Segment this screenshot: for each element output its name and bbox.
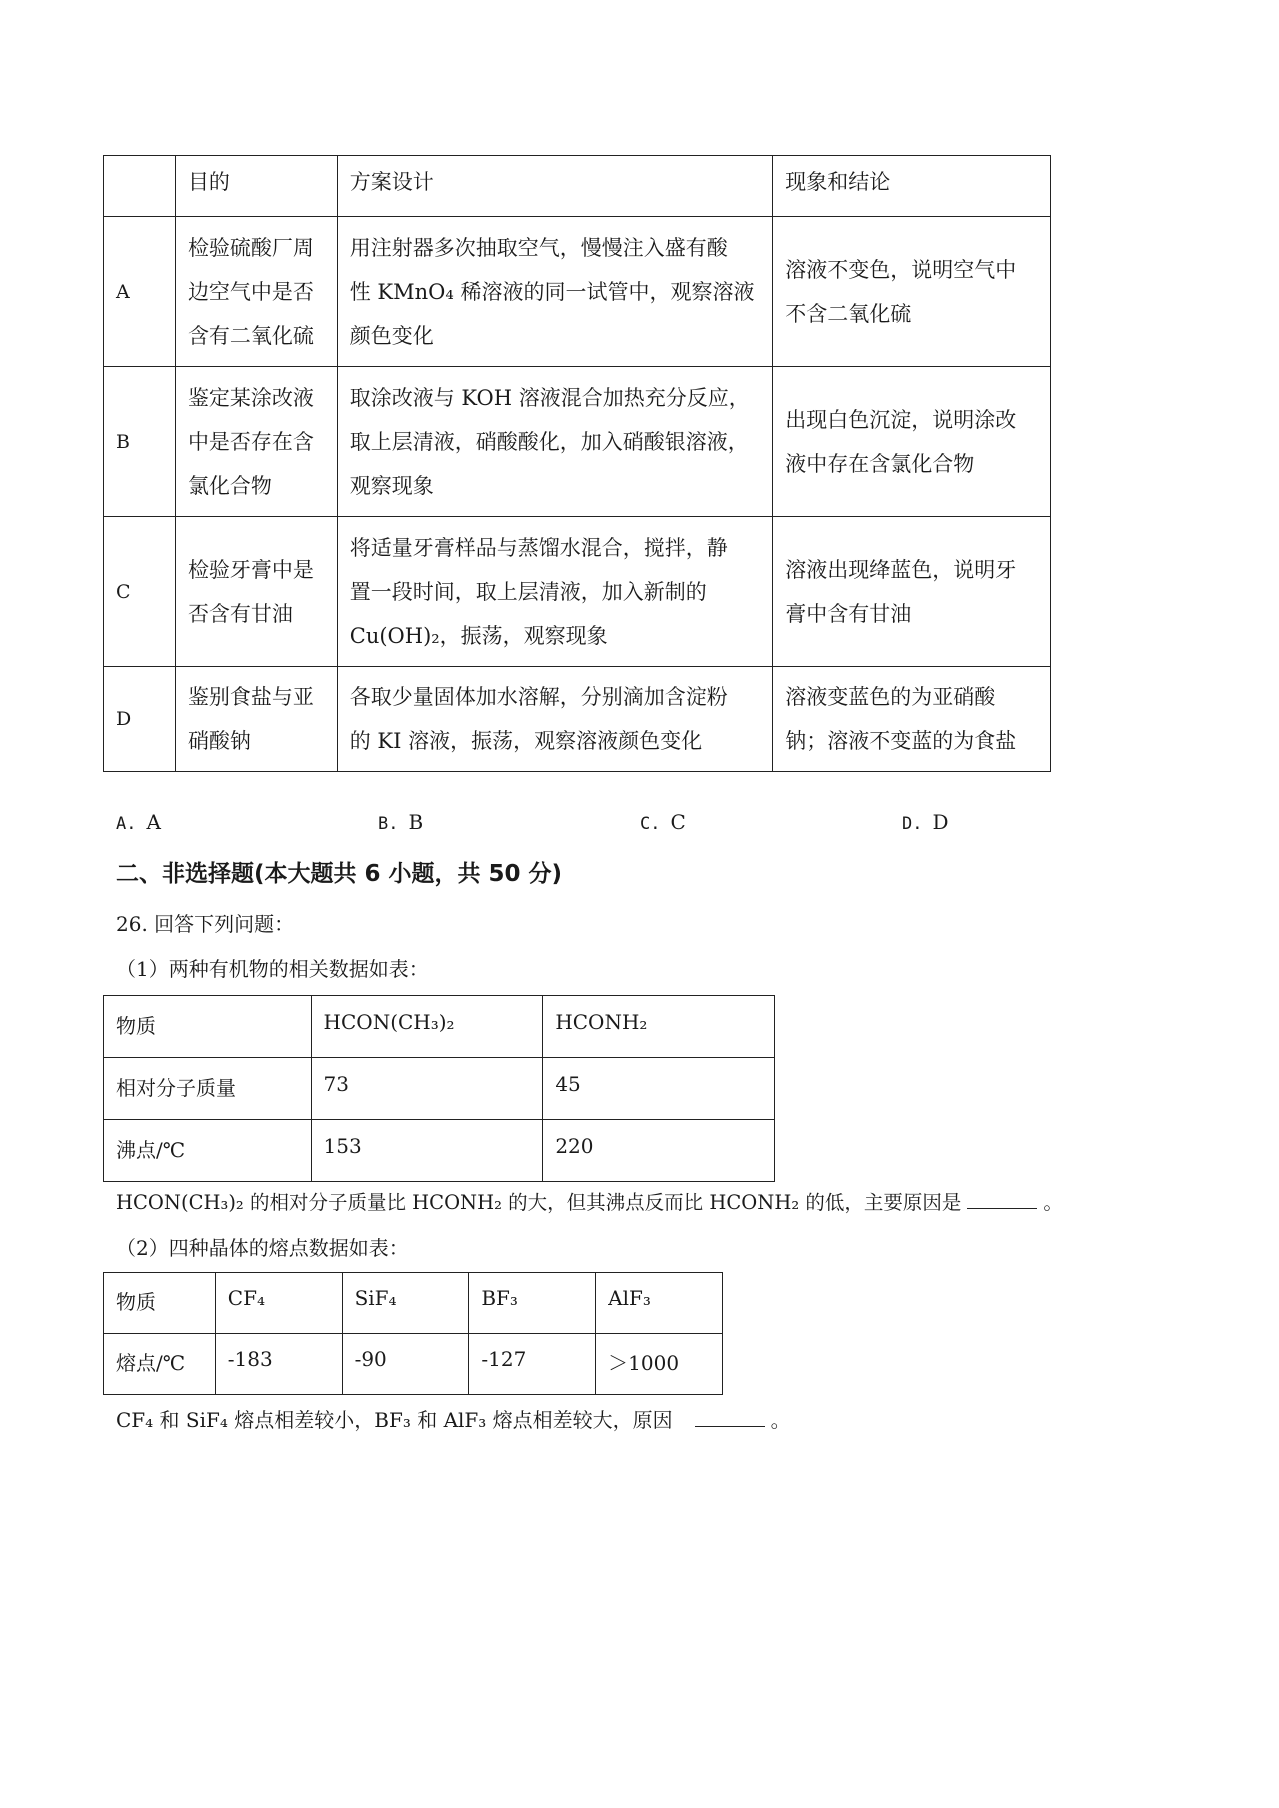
header-cell: 目的 (175, 156, 337, 217)
table-row (104, 1273, 723, 1334)
table-header-row (104, 156, 1051, 217)
choice-a[interactable]: A. A (116, 810, 161, 834)
design-cell: 取涂改液与 KOH 溶液混合加热充分反应， 取上层清液，硝酸酸化，加入硝酸银溶液， 观察现象 (337, 367, 773, 517)
table-cell: CF₄ (215, 1273, 342, 1334)
part2-question: CF₄ 和 SiF₄ 熔点相差较小，BF₃ 和 AlF₃ 熔点相差较大，原因 。 (116, 1408, 791, 1432)
choice-b[interactable]: B. B (378, 810, 424, 834)
organic-data-table (103, 995, 775, 1182)
table-row (104, 1120, 775, 1182)
purpose-cell: 检验硫酸厂周 边空气中是否 含有二氧化硫 (175, 217, 337, 367)
option-label: B (104, 367, 176, 517)
experiment-table (103, 155, 1051, 772)
table-row (104, 367, 1051, 517)
option-label: A (104, 217, 176, 367)
table-row (104, 517, 1051, 667)
table-cell: HCON(CH₃)₂ (311, 996, 543, 1058)
conclusion-cell: 出现白色沉淀，说明涂改 液中存在含氯化合物 (773, 367, 1051, 517)
conclusion-cell: 溶液出现绛蓝色，说明牙 膏中含有甘油 (773, 517, 1051, 667)
table-cell: -127 (469, 1334, 596, 1395)
table-cell: 物质 (104, 996, 312, 1058)
table-cell: -183 (215, 1334, 342, 1395)
table-cell: 73 (311, 1058, 543, 1120)
design-cell: 将适量牙膏样品与蒸馏水混合，搅拌，静 置一段时间，取上层清液，加入新制的 Cu(OH)₂，振荡，观察现象 (337, 517, 773, 667)
header-cell: 方案设计 (337, 156, 773, 217)
table-row (104, 996, 775, 1058)
part1-intro: （1）两种有机物的相关数据如表： (116, 957, 429, 981)
table-row (104, 217, 1051, 367)
table-cell: -90 (342, 1334, 469, 1395)
choice-c[interactable]: C. C (640, 810, 686, 834)
table-cell: 熔点/℃ (104, 1334, 216, 1395)
header-cell (104, 156, 176, 217)
design-cell: 各取少量固体加水溶解，分别滴加含淀粉 的 KI 溶液，振荡，观察溶液颜色变化 (337, 667, 773, 772)
melting-point-table (103, 1272, 723, 1395)
table-cell: SiF₄ (342, 1273, 469, 1334)
table-cell: ＞1000 (596, 1334, 723, 1395)
purpose-cell: 检验牙膏中是 否含有甘油 (175, 517, 337, 667)
table-cell: HCONH₂ (543, 996, 775, 1058)
purpose-cell: 鉴定某涂改液 中是否存在含 氯化合物 (175, 367, 337, 517)
table-row (104, 667, 1051, 772)
option-label: D (104, 667, 176, 772)
section-title: 二、非选择题(本大题共 6 小题，共 50 分) (116, 861, 563, 887)
design-cell: 用注射器多次抽取空气，慢慢注入盛有酸 性 KMnO₄ 稀溶液的同一试管中，观察溶液 颜色变化 (337, 217, 773, 367)
table-cell: 45 (543, 1058, 775, 1120)
table-cell: 220 (543, 1120, 775, 1182)
choice-d[interactable]: D. D (902, 810, 949, 834)
header-cell: 现象和结论 (773, 156, 1051, 217)
part2-intro: （2）四种晶体的熔点数据如表： (116, 1236, 409, 1260)
table-cell: 沸点/℃ (104, 1120, 312, 1182)
table-row (104, 1058, 775, 1120)
table-cell: 相对分子质量 (104, 1058, 312, 1120)
table-cell: 物质 (104, 1273, 216, 1334)
table-cell: BF₃ (469, 1273, 596, 1334)
conclusion-cell: 溶液变蓝色的为亚硝酸 钠；溶液不变蓝的为食盐 (773, 667, 1051, 772)
purpose-cell: 鉴别食盐与亚 硝酸钠 (175, 667, 337, 772)
table-cell: AlF₃ (596, 1273, 723, 1334)
option-label: C (104, 517, 176, 667)
question-title: 26. 回答下列问题： (116, 912, 295, 936)
conclusion-cell: 溶液不变色，说明空气中 不含二氧化硫 (773, 217, 1051, 367)
table-row (104, 1334, 723, 1395)
part1-question: HCON(CH₃)₂ 的相对分子质量比 HCONH₂ 的大，但其沸点反而比 HCONH₂ 的低，主要原因是 。 (116, 1191, 1063, 1214)
table-cell: 153 (311, 1120, 543, 1182)
answer-blank[interactable] (695, 1408, 765, 1427)
answer-blank[interactable] (967, 1190, 1037, 1209)
